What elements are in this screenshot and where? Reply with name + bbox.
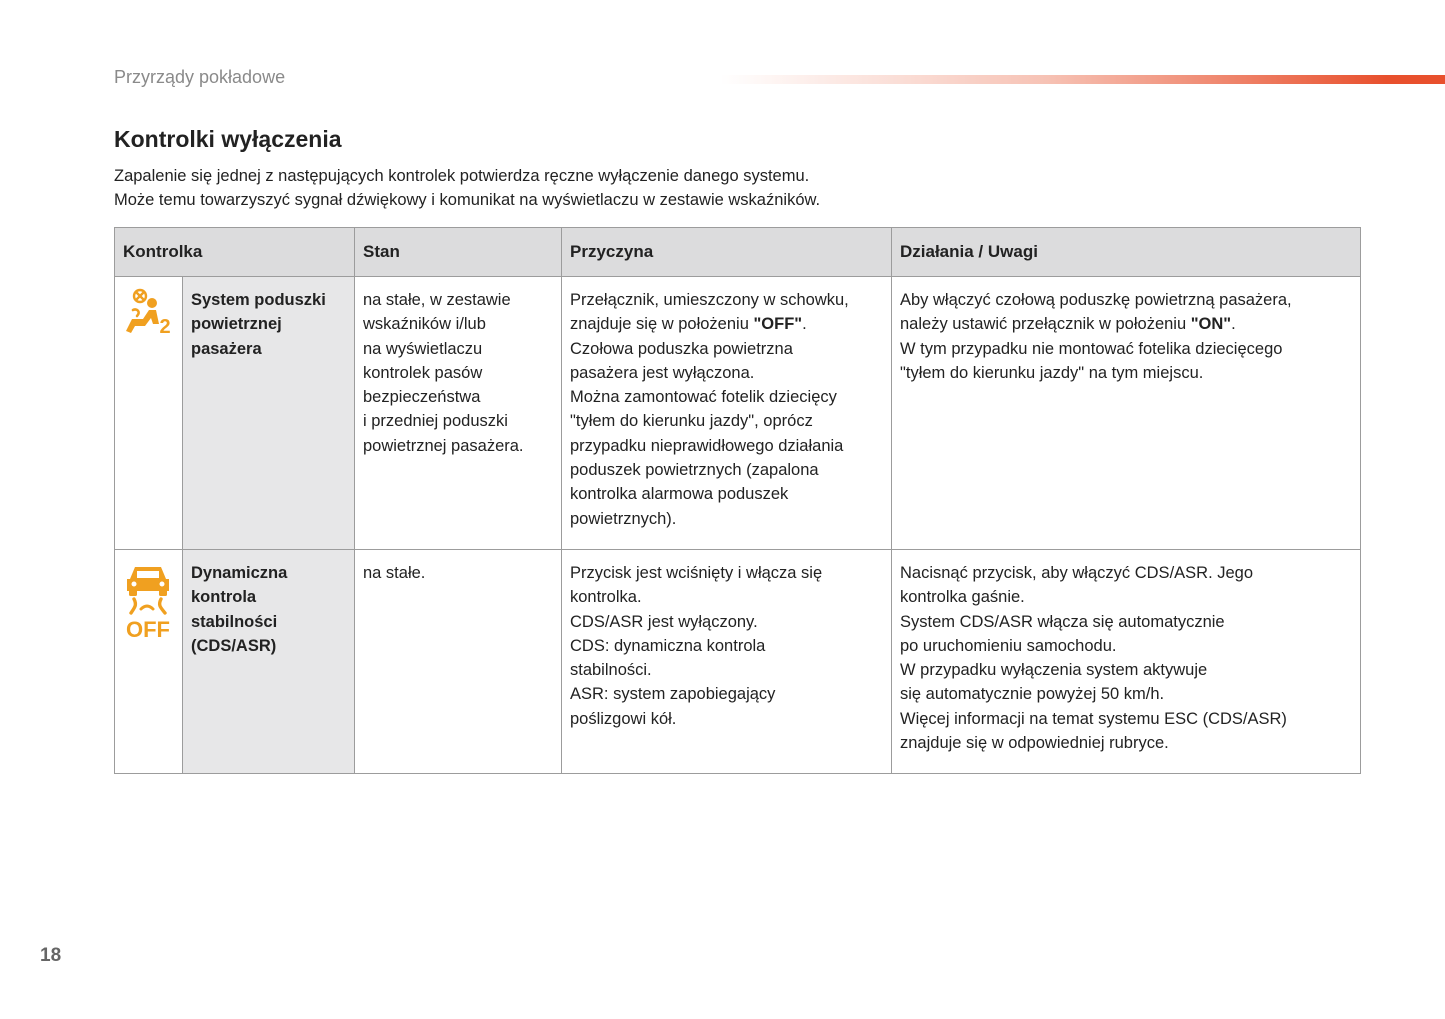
cause-line: stabilności. bbox=[570, 661, 652, 680]
cause-line: przypadku nieprawidłowego działania bbox=[570, 436, 844, 455]
state-line: powietrznej pasażera. bbox=[363, 436, 524, 455]
actions-text: . bbox=[1231, 315, 1236, 334]
warning-lamps-table bbox=[114, 227, 1361, 774]
cause-cell bbox=[562, 549, 892, 773]
switch-position-on: "ON" bbox=[1190, 315, 1232, 334]
actions-cell bbox=[892, 277, 1361, 550]
lamp-name-line: Dynamiczna bbox=[191, 563, 288, 582]
intro-text bbox=[114, 164, 1354, 212]
state-line: kontrolek pasów bbox=[363, 363, 483, 382]
state-line: i przedniej poduszki bbox=[363, 412, 508, 431]
cause-line: Przycisk jest wciśnięty i włącza się bbox=[570, 563, 823, 582]
cause-line: Można zamontować fotelik dziecięcy bbox=[570, 388, 837, 407]
table-row bbox=[115, 549, 1361, 773]
stability-control-off-icon bbox=[123, 561, 173, 641]
section-label: Przyrządy pokładowe bbox=[114, 67, 286, 87]
icon-cell bbox=[115, 277, 183, 550]
column-header-dzialania: Działania / Uwagi bbox=[892, 228, 1361, 277]
cause-text: znajduje się w położeniu bbox=[570, 315, 754, 334]
cause-line: ASR: system zapobiegający bbox=[570, 685, 776, 704]
actions-line: kontrolka gaśnie. bbox=[900, 588, 1025, 607]
state-line: wskaźników i/lub bbox=[363, 315, 486, 334]
lamp-name-line: kontrola bbox=[191, 588, 257, 607]
cause-line: CDS: dynamiczna kontrola bbox=[570, 636, 766, 655]
cause-line: poślizgowi kół. bbox=[570, 709, 677, 728]
switch-position-off: "OFF" bbox=[753, 315, 803, 334]
icon-label: OFF bbox=[126, 616, 170, 641]
lamp-name-line: System poduszki bbox=[191, 291, 326, 309]
table-row bbox=[115, 277, 1361, 550]
page-title: Kontrolki wyłączenia bbox=[114, 126, 342, 152]
passenger-airbag-off-icon bbox=[123, 288, 175, 338]
header-accent-bar bbox=[720, 75, 1445, 84]
cause-line: Czołowa poduszka powietrzna bbox=[570, 339, 793, 358]
column-header-kontrolka: Kontrolka bbox=[115, 228, 355, 277]
lamp-name-line: (CDS/ASR) bbox=[191, 636, 277, 655]
actions-line: "tyłem do kierunku jazdy" na tym miejscu. bbox=[900, 363, 1204, 382]
actions-line: W tym przypadku nie montować fotelika dziecięcego bbox=[900, 339, 1283, 358]
actions-text: należy ustawić przełącznik w położeniu bbox=[900, 315, 1191, 334]
state-line: na stałe, w zestawie bbox=[363, 291, 511, 309]
cause-line: "tyłem do kierunku jazdy", oprócz bbox=[570, 412, 813, 431]
icon-label: 2 bbox=[159, 316, 171, 338]
actions-line: Aby włączyć czołową poduszkę powietrzną pasażera, bbox=[900, 291, 1292, 309]
icon-cell bbox=[115, 549, 183, 773]
intro-line: Zapalenie się jednej z następujących kontrolek potwierdza ręczne wyłączenie danego systemu. bbox=[114, 167, 810, 185]
page-number: 18 bbox=[40, 945, 62, 966]
intro-line: Może temu towarzyszyć sygnał dźwiękowy i komunikat na wyświetlaczu w zestawie wskaźników. bbox=[114, 191, 821, 209]
lamp-name-cell bbox=[183, 549, 355, 773]
cause-line: pasażera jest wyłączona. bbox=[570, 363, 755, 382]
lamp-name-line: pasażera bbox=[191, 339, 262, 358]
cause-line: kontrolka alarmowa poduszek bbox=[570, 485, 789, 504]
column-header-stan: Stan bbox=[355, 228, 562, 277]
state-cell bbox=[355, 549, 562, 773]
column-header-przyczyna: Przyczyna bbox=[562, 228, 892, 277]
cause-cell bbox=[562, 277, 892, 550]
state-line: na wyświetlaczu bbox=[363, 339, 483, 358]
actions-cell bbox=[892, 549, 1361, 773]
actions-line: System CDS/ASR włącza się automatycznie bbox=[900, 612, 1225, 631]
actions-line: Więcej informacji na temat systemu ESC (CDS/ASR) bbox=[900, 709, 1287, 728]
cause-line: kontrolka. bbox=[570, 588, 642, 607]
cause-line bbox=[570, 312, 883, 336]
table-header-row bbox=[115, 228, 1361, 277]
state-cell bbox=[355, 277, 562, 550]
cause-line: CDS/ASR jest wyłączony. bbox=[570, 612, 758, 631]
actions-line: po uruchomieniu samochodu. bbox=[900, 636, 1117, 655]
cause-line: powietrznych). bbox=[570, 509, 677, 528]
actions-line: W przypadku wyłączenia system aktywuje bbox=[900, 661, 1208, 680]
actions-line bbox=[900, 312, 1352, 336]
state-line: bezpieczeństwa bbox=[363, 388, 481, 407]
actions-line: się automatycznie powyżej 50 km/h. bbox=[900, 685, 1165, 704]
cause-line: Przełącznik, umieszczony w schowku, bbox=[570, 291, 849, 309]
actions-line: Nacisnąć przycisk, aby włączyć CDS/ASR. Jego bbox=[900, 563, 1254, 582]
cause-line: poduszek powietrznych (zapalona bbox=[570, 461, 819, 480]
state-line: na stałe. bbox=[363, 563, 426, 582]
lamp-name-cell bbox=[183, 277, 355, 550]
lamp-name-line: powietrznej bbox=[191, 315, 282, 334]
actions-line: znajduje się w odpowiedniej rubryce. bbox=[900, 734, 1169, 753]
cause-text: . bbox=[802, 315, 807, 334]
lamp-name-line: stabilności bbox=[191, 612, 278, 631]
